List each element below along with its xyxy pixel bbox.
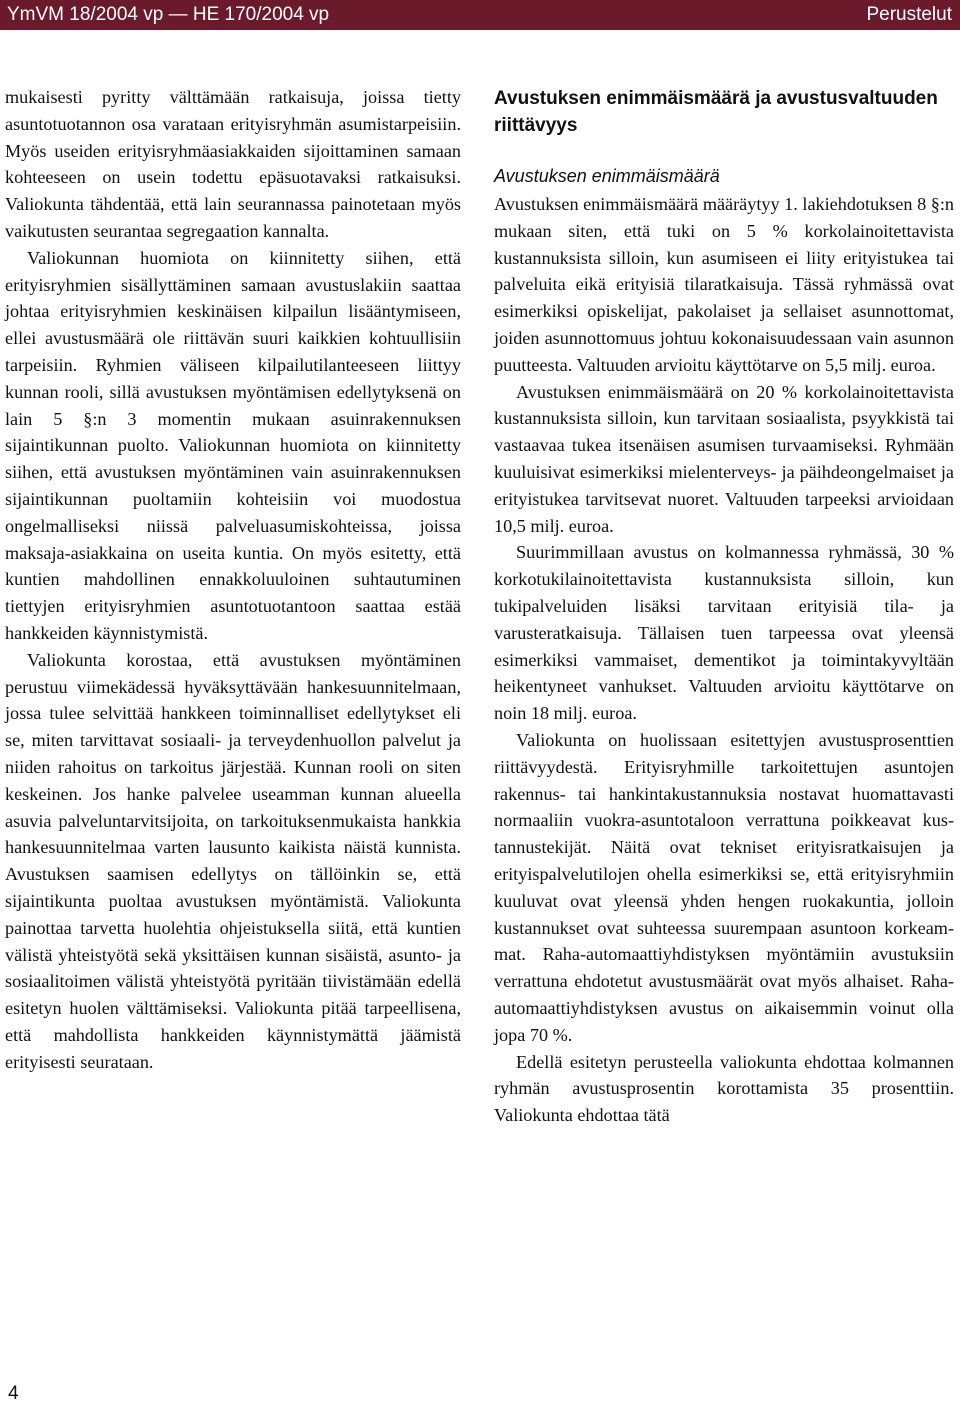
- document-reference: YmVM 18/2004 vp — HE 170/2004 vp: [7, 4, 330, 25]
- page-number: 4: [8, 1383, 19, 1404]
- paragraph: Avustuksen enimmäismäärä on 20 % korkolainoitettavista kustannuksista silloin, kun tarvitaan sosiaalista, psyykkistä tai vastaavaa tukea itsenäisen asumisen turvaamiseksi. Ryhmään kuuluisivat esimerkiksi mielenterveys- ja päihdeongelmaiset ja erityistukea tarvitsevat nuoret. Valtuuden tarpeeksi arvioidaan 10,5 milj. euroa.: [494, 381, 954, 536]
- paragraph: Avustuksen enimmäismäärä määräytyy 1. lakiehdotuksen 8 §:n mukaan siten, että tuki on 5 % korkolainoitettavista kustannuksista silloin, kun asumiseen ei liity erityistukea tai palveluita eikä erityisiä tilaratkaisuja. Tässä ryhmässä ovat esimerkiksi opiskelijat, pakolaiset ja sellaiset asunnottomat, joiden asunnottomuus johtuu kokonaisuudessaan vain asunnon puutteesta. Valtuuden arvioitu käyttötarve on 5,5 milj. euroa.: [494, 194, 954, 375]
- page-header: [0, 0, 960, 30]
- section-title: Avustuksen enimmäismäärä ja avustusvaltuuden riittävyys: [494, 88, 938, 136]
- section-label: Perustelut: [866, 4, 952, 25]
- paragraph: Valiokunnan huomiota on kiinnitetty siihen, että erityisryhmien sisällyttäminen samaan avustuslakiin saattaa johtaa erityisryhmien keskinäisen kilpailun lisääntymiseen, ellei avustusmäärä ole riittävän suuri kaikkien kohtuullisiin tarpeisiin. Ryhmien väliseen kilpailutilanteeseen liittyy kunnan rooli, sillä avustuksen myöntämisen edellytyksenä on lain 5 §:n 3 momentin mukaan asuinrakennuksen sijaintikunnan puolto. Valiokunnan huomiota on kiinnitetty siihen, että avustuksen myöntäminen vain asuinrakennuksen sijaintikunnan puoltamiin kohteisiin voi muodostua ongelmalliseksi niissä palveluasumiskohteissa, joissa maksaja-asiakkaina on useita kuntia. On myös esitetty, että kuntien mahdollinen ennakkoluuloinen suhtautuminen tiettyjen erityisryhmien asuntotuotantoon saattaa estää hankkeiden käynnistymistä.: [5, 247, 461, 643]
- paragraph: Valiokunta on huolissaan esitettyjen avustusprosenttien riittävyydestä. Erityisryhmille tarkoitettujen asuntojen rakennus- tai hankintakustannuksia nostavat huomattavasti normaaliin vuokra-asuntotaloon verrattuna poikkeavat kustannustekijät. Näitä ovat tekniset erityisratkaisujen ja erityispalvelutilojen ohella esimerkiksi se, että erityisryhmiin kuuluvat ovat yleensä yhden hengen ruokakuntia, jolloin kustannukset ovat suhteessa suurempaan asuntoon korkeammat. Raha-automaattiyhdistyksen myöntämiin avustuksiin verrattuna ehdotetut avustusmäärät ovat myös alhaiset. Raha-automaattiyhdistyksen avustus on aikaisemmin voinut olla jopa 70 %.: [494, 729, 954, 1045]
- subsection-title: Avustuksen enimmäismäärä: [494, 166, 720, 186]
- left-column: [5, 84, 461, 1075]
- paragraph: Valiokunta korostaa, että avustuksen myöntäminen perustuu viimekädessä hyväksyttävään hankesuunnitelmaan, jossa tulee selvittää hankkeen toiminnalliset edellytykset eli se, miten tarvittavat sosiaali- ja terveydenhuollon palvelut ja niiden rahoitus on tarkoitus järjestää. Kunnan rooli on siten keskeinen. Jos hanke palvelee useamman kunnan alueella asuvia palveluntarvitsijoita, on tarkoituksenmukaista hankkia hankesuunnitelmaa varten lausunto kaikista näistä kunnista. Avustuksen saamisen edellytys on tällöinkin se, että sijaintikunta puoltaa avustuksen myöntämistä. Valiokunta painottaa tarvetta huolehtia ohjeistuksella siitä, että kuntien välistä yhteistyötä sekä yksittäisen kunnan sisäistä, asunto- ja sosiaalitoimen välistä yhteistyötä pyritään tiivistämään edellä esitetyn huolen välttämiseksi. Valiokunta pitää tarpeellisena, että mahdollista hankkeiden käynnistymättä jäämistä erityisesti seurataan.: [5, 649, 461, 1072]
- paragraph: Edellä esitetyn perusteella valiokunta ehdottaa kolmannen ryhmän avustusprosentin korottamista 35 prosenttiin. Valiokunta ehdottaa tätä: [494, 1051, 954, 1126]
- paragraph: mukaisesti pyritty välttämään ratkaisuja, joissa tietty asuntotuotannon osa varataan erityisryhmän asumistarpeisiin. Myös useiden erityisryhmäasiakkaiden sijoittaminen samaan kohteeseen on usein todettu epäsuotavaksi ratkaisuksi. Valiokunta tähdentää, että lain seurannassa painotetaan myös vaikutusten seurantaa segregaation kannalta.: [5, 87, 461, 241]
- right-column: [494, 85, 954, 1129]
- paragraph: Suurimmillaan avustus on kolmannessa ryhmässä, 30 % korkotukilainoitettavista kustannuksista silloin, kun tukipalveluiden lisäksi tarvitaan erityisiä tila- ja varusteratkaisuja. Tällaisen tuen tarpeessa ovat yleensä esimerkiksi vammaiset, dementikot ja toimintakyvyltään heikentyneet vanhukset. Valtuuden arvioitu käyttötarve on noin 18 milj. euroa.: [494, 542, 954, 724]
